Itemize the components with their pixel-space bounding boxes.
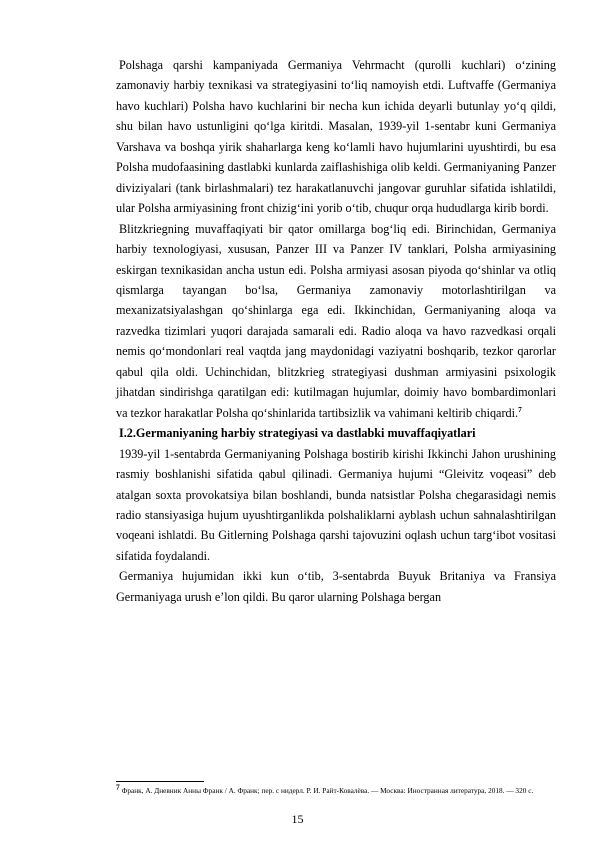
paragraph-2-text: Blitzkriegning muvaffaqiyati bir qator omillarga bogʻliq edi. Birinchidan, Germaniya harbiy texnologiyasi, xususan, Panzer III va Panzer IV tanklari, Polsha armiyasining eskirgan texnikasidan ancha ustun edi. Polsha armiyasi asosan piyoda qoʻshinlar va otliq qismlarga tayangan boʻlsa, Germaniya zamonaviy motorlashtirilgan va mexanizatsiyalashgan qoʻshinlarga ega edi. Ikkinchidan, Germaniyaning aloqa va razvedka tizimlari yuqori darajada samarali edi. Radio aloqa va havo razvedkasi orqali nemis qoʻmondonlari real vaqtda jang maydonidagi vaziyatni boshqarib, tezkor qarorlar qabul qila oldi. Uchinchidan, blitzkrieg strategiyasi dushman armiyasini psixologik jihatdan sindirishga qaratilgan edi: kutilmagan hujumlar, doimiy havo bombardimonlari va tezkor harakatlar Polsha qoʻshinlarida tartibsizlik va vahimani keltirib chiqardi. bbox=[116, 221, 556, 420]
paragraph-4: Germaniya hujumidan ikki kun oʻtib, 3-sentabrda Buyuk Britaniya va Fransiya Germaniyaga urush eʼlon qildi. Bu qaror ularning Polshaga bergan bbox=[116, 569, 556, 604]
section-heading: I.2.Germaniyaning harbiy strategiyasi va dastlabki muvaffaqiyatlari bbox=[119, 426, 476, 441]
page-number: 15 bbox=[291, 812, 304, 826]
footnote-text: Франк, А. Дневник Анны Франк / А. Франк; пер. с нидерл. Р. И. Райт-Ковалёва. — Москва: Иностранная литература, 2018. — 320 с. bbox=[119, 786, 534, 795]
footnote-divider bbox=[116, 781, 204, 782]
paragraph-1: Polshaga qarshi kampaniyada Germaniya Vehrmacht (qurolli kuchlari) oʻzining zamonaviy harbiy texnikasi va strategiyasini toʻliq namoyish etdi. Luftvaffe (Germaniya havo kuchlari) Polsha havo kuchlarini bir necha kun ichida deyarli butunlay yoʻq qildi, shu bilan havo ustunligini qoʻlga kiritdi. Masalan, 1939-yil 1-sentabr kuni Germaniya Varshava va boshqa yirik shaharlarga keng koʻlamli havo hujumlarini uyushtirdi, bu esa Polsha mudofaasining dastlabki kunlarda zaiflashishiga olib keldi. Germaniyaning Panzer diviziyalari (tank birlashmalari) tez harakatlanuvchi jangovar guruhlar sifatida ishlatildi, ular Polsha armiyasining front chizigʻini yorib oʻtib, chuqur orqa hududlarga kirib bordi. bbox=[116, 58, 556, 216]
footnote-number: 7 bbox=[116, 782, 120, 792]
paragraph-2 bbox=[116, 219, 556, 424]
body-text bbox=[116, 55, 556, 607]
footnote bbox=[116, 782, 556, 797]
footnote-reference: 7 bbox=[518, 404, 522, 414]
paragraph-3: 1939-yil 1-sentabrda Germaniyaning Polshaga bostirib kirishi Ikkinchi Jahon urushining rasmiy boshlanishi sifatida qabul qilinadi. Germaniya hujumi “Gleivitz voqeasi” deb atalgan soxta provokatsiya bilan boshlandi, bunda natsistlar Polsha chegarasidagi nemis radio stansiyasiga hujum uyushtirganlikda polshaliklarni ayblash uchun sahnalashtirilgan voqeani ishlatdi. Bu Gitlerning Polshaga qarshi tajovuzini oqlash uchun targʻibot vositasi sifatida foydalandi. bbox=[116, 446, 556, 563]
